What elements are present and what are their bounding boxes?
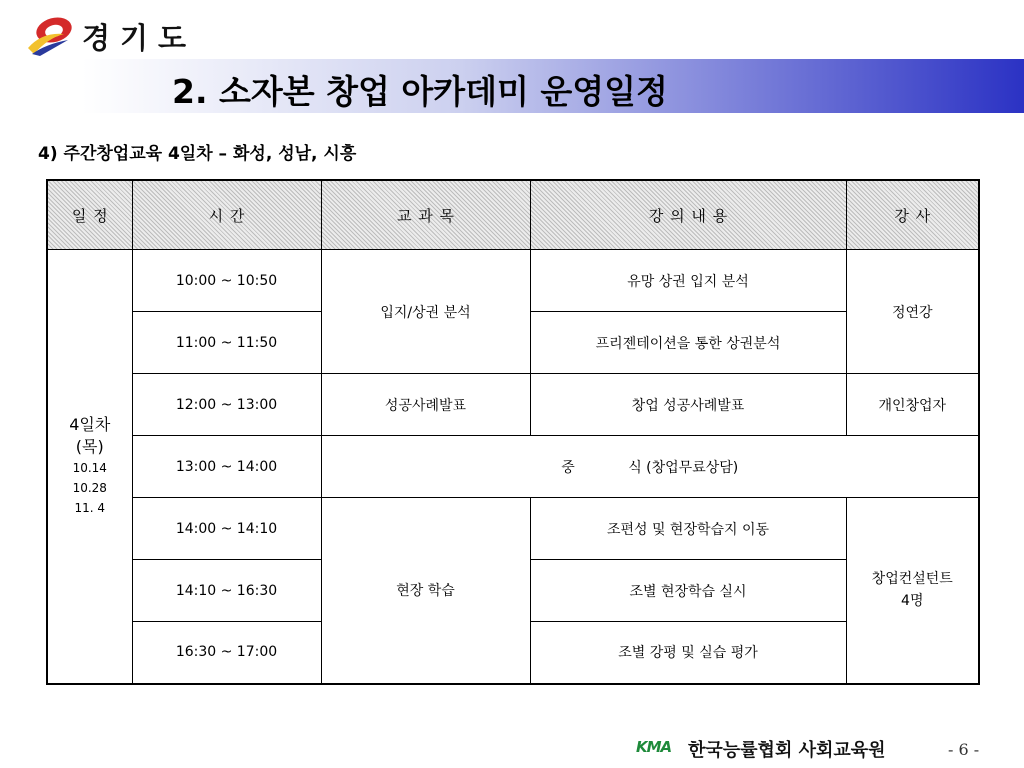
day-date: 10.14	[72, 461, 107, 476]
instructor-line: 창업컨설턴트	[871, 571, 953, 588]
table-row	[47, 498, 979, 560]
table-header-row	[47, 180, 979, 250]
time-cell: 12:00 ~ 13:00	[132, 374, 321, 436]
organization-name: 한국능률협회 사회교육원	[688, 740, 886, 761]
header-instructor: 강 사	[846, 180, 979, 250]
instructor-cell: 정연강	[846, 250, 979, 374]
header-time: 시 간	[132, 180, 321, 250]
day-weekday: (목)	[75, 437, 104, 457]
header-schedule: 일 정	[47, 180, 132, 250]
footer-organization	[636, 734, 926, 762]
instructor-line: 4명	[901, 593, 924, 610]
lunch-cell: 중 식 (창업무료상담)	[321, 436, 979, 498]
page-title: 2. 소자본 창업 아카데미 운영일정	[172, 72, 668, 111]
title-bar	[0, 59, 1024, 113]
time-cell: 11:00 ~ 11:50	[132, 312, 321, 374]
content-cell: 프리젠테이션을 통한 상권분석	[530, 312, 846, 374]
subject-cell: 현장 학습	[321, 498, 530, 684]
time-cell: 13:00 ~ 14:00	[132, 436, 321, 498]
table-row	[47, 374, 979, 436]
section-subtitle: 4) 주간창업교육 4일차 – 화성, 성남, 시흥	[38, 144, 357, 164]
gyeonggi-logo	[24, 14, 234, 58]
time-cell: 10:00 ~ 10:50	[132, 250, 321, 312]
instructor-cell	[846, 498, 979, 684]
subject-cell: 성공사례발표	[321, 374, 530, 436]
logo-text: 경기도	[82, 21, 197, 55]
content-cell: 조별 현장학습 실시	[530, 560, 846, 622]
content-cell: 유망 상권 입지 분석	[530, 250, 846, 312]
time-cell: 16:30 ~ 17:00	[132, 622, 321, 684]
instructor-cell: 개인창업자	[846, 374, 979, 436]
header-content: 강 의 내 용	[530, 180, 846, 250]
time-cell: 14:10 ~ 16:30	[132, 560, 321, 622]
day-date: 10.28	[72, 481, 107, 496]
kma-logo: KMA	[636, 738, 672, 756]
table-row	[47, 436, 979, 498]
time-cell: 14:00 ~ 14:10	[132, 498, 321, 560]
day-cell	[47, 250, 132, 684]
day-date: 11. 4	[74, 501, 106, 516]
subject-cell: 입지/상권 분석	[321, 250, 530, 374]
page-number: - 6 -	[948, 740, 980, 759]
content-cell: 조편성 및 현장학습지 이동	[530, 498, 846, 560]
schedule-table	[46, 179, 980, 685]
content-cell: 조별 강평 및 실습 평가	[530, 622, 846, 684]
gyeonggi-emblem-icon	[24, 14, 78, 58]
content-cell: 창업 성공사례발표	[530, 374, 846, 436]
day-label: 4일차	[69, 415, 111, 435]
header-subject: 교 과 목	[321, 180, 530, 250]
table-row	[47, 250, 979, 312]
